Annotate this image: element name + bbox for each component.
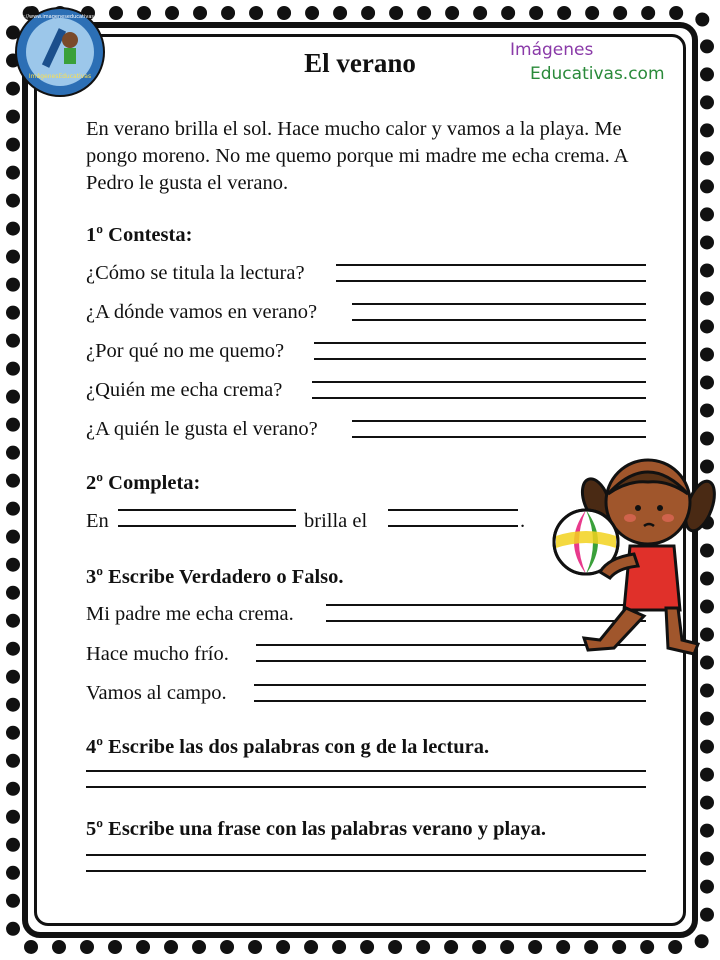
statement-text: Vamos al campo. — [86, 682, 227, 704]
question-text: ¿Cómo se titula la lectura? — [86, 262, 305, 284]
section3-heading: 3º Escribe Verdadero o Falso. — [86, 566, 344, 588]
statement-text: Hace mucho frío. — [86, 643, 229, 665]
brand-line-2: Educativas.com — [530, 64, 665, 84]
answer-line[interactable] — [352, 303, 646, 321]
blank-line[interactable] — [388, 509, 518, 527]
answer-line[interactable] — [352, 420, 646, 438]
fill-word-2: brilla el — [304, 510, 368, 532]
answer-line[interactable] — [312, 381, 646, 399]
section5-heading: 5º Escribe una frase con las palabras verano y playa. — [86, 818, 547, 840]
answer-line[interactable] — [314, 342, 646, 360]
page-title: El verano — [304, 48, 416, 78]
fill-word-1: En — [86, 510, 109, 532]
reading-text: En verano brilla el sol. Hace mucho calor y vamos a la playa. Me pongo moreno. No me quemo porque mi madre me echa crema. A Pedro le gusta el verano. — [86, 118, 628, 194]
question-text: ¿A quién le gusta el verano? — [86, 418, 318, 440]
badge-label: ImágenesEducativas — [28, 73, 92, 80]
question-text: ¿Por qué no me quemo? — [86, 340, 285, 362]
fill-end-period: . — [520, 510, 526, 532]
section4-heading: 4º Escribe las dos palabras con g de la lectura. — [86, 736, 490, 758]
question-text: ¿Quién me echa crema? — [86, 379, 283, 401]
brand-line-1: Imágenes — [510, 40, 594, 60]
section2-heading: 2º Completa: — [86, 472, 201, 494]
site-badge-logo — [14, 6, 106, 98]
writing-line[interactable] — [86, 854, 646, 872]
writing-line[interactable] — [86, 770, 646, 788]
answer-line[interactable] — [254, 684, 646, 702]
answer-line[interactable] — [336, 264, 646, 282]
girl-with-beach-ball-illustration — [548, 450, 720, 670]
statement-text: Mi padre me echa crema. — [86, 603, 294, 625]
blank-line[interactable] — [118, 509, 296, 527]
badge-url: http://www.imageneseducativas.com — [14, 14, 106, 20]
section1-heading: 1º Contesta: — [86, 224, 193, 246]
question-text: ¿A dónde vamos en verano? — [86, 301, 318, 323]
